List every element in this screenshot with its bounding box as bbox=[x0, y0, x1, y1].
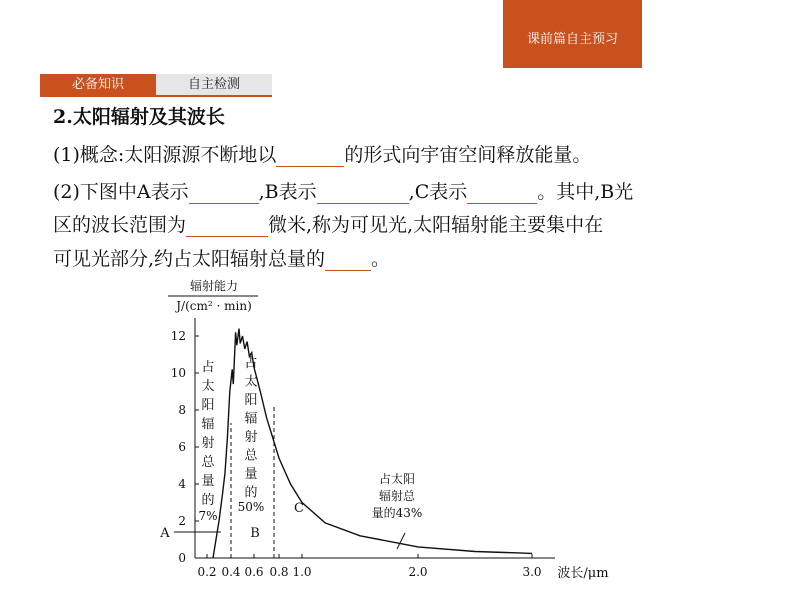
radiation-curve bbox=[213, 329, 532, 558]
region-c-text-line: 量的43% bbox=[371, 506, 423, 520]
region-c-label: C bbox=[294, 501, 304, 516]
region-a-text-char: 的 bbox=[201, 493, 215, 508]
p2-text-b: ,B表示 bbox=[258, 181, 317, 203]
y-tick-label: 4 bbox=[178, 477, 186, 491]
x-tick-label: 2.0 bbox=[408, 565, 428, 579]
p3-text-b: 微米,称为可见光,太阳辐射能主要集中在 bbox=[268, 214, 604, 236]
region-b-text-char: 量 bbox=[244, 467, 258, 482]
region-c-leader-line bbox=[397, 533, 405, 549]
x-tick-label: 0.4 bbox=[221, 565, 241, 579]
p4-text-a: 可见光部分,约占太阳辐射总量的 bbox=[53, 248, 326, 270]
region-b-text-char: 的 bbox=[244, 485, 258, 501]
region-b-text-char: 阳 bbox=[244, 393, 258, 408]
section-header-label: 课前篇自主预习 bbox=[526, 32, 618, 47]
concept-text-after: 的形式向宇宙空间释放能量。 bbox=[344, 144, 592, 166]
region-a-text-char: 辐 bbox=[201, 417, 215, 432]
region-b-text-char: 占 bbox=[244, 356, 258, 371]
tab-self-check[interactable]: 自主检测 bbox=[156, 74, 272, 95]
region-b-text-char: 总 bbox=[244, 448, 258, 464]
region-a-text-char: 占 bbox=[201, 360, 215, 375]
y-axis-label-line2: J/(cm² · min) bbox=[176, 299, 252, 313]
region-b-text-char: 辐 bbox=[244, 411, 258, 427]
x-axis-label: 波长/μm bbox=[557, 566, 609, 581]
tab-essential-knowledge[interactable]: 必备知识 bbox=[40, 74, 156, 95]
y-tick-label: 10 bbox=[170, 366, 186, 380]
p2-text-d: 。其中,B光 bbox=[537, 181, 634, 203]
y-tick-label: 6 bbox=[178, 440, 186, 454]
region-c-text-line: 辐射总 bbox=[378, 489, 416, 503]
p4-text-b: 。 bbox=[371, 248, 391, 270]
y-tick-label: 0 bbox=[178, 551, 186, 565]
p2-text-a: (2)下图中A表示 bbox=[53, 181, 189, 203]
region-a-percent: 7% bbox=[198, 509, 218, 523]
region-a-label: A bbox=[160, 526, 170, 541]
region-a-text-char: 太 bbox=[201, 379, 215, 394]
region-b-percent: 50% bbox=[237, 500, 265, 514]
region-c-text-line: 占太阳 bbox=[378, 472, 416, 486]
section-title: 2.太阳辐射及其波长 bbox=[53, 106, 225, 128]
region-a-text-char: 总 bbox=[201, 455, 215, 470]
x-tick-label: 1.0 bbox=[292, 565, 312, 579]
p2-text-c: ,C表示 bbox=[408, 181, 468, 203]
x-tick-label: 0.6 bbox=[244, 565, 264, 579]
y-axis-label-line1: 辐射能力 bbox=[189, 279, 239, 293]
x-tick-label: 0.2 bbox=[197, 565, 217, 579]
p3-text-a: 区的波长范围为 bbox=[53, 214, 187, 236]
region-b-text-char: 射 bbox=[244, 430, 258, 445]
y-tick-label: 12 bbox=[170, 329, 186, 343]
x-tick-label: 3.0 bbox=[522, 565, 542, 579]
concept-text-before: (1)概念:太阳源源不断地以 bbox=[53, 144, 277, 166]
region-a-text-char: 量 bbox=[201, 474, 215, 489]
region-b-text-char: 太 bbox=[244, 374, 258, 390]
region-a-text-char: 射 bbox=[201, 436, 215, 451]
x-tick-label: 0.8 bbox=[269, 565, 289, 579]
region-a-text-char: 阳 bbox=[201, 398, 215, 413]
y-tick-label: 8 bbox=[178, 403, 186, 417]
region-b-label: B bbox=[250, 526, 260, 541]
y-tick-label: 2 bbox=[178, 514, 186, 528]
